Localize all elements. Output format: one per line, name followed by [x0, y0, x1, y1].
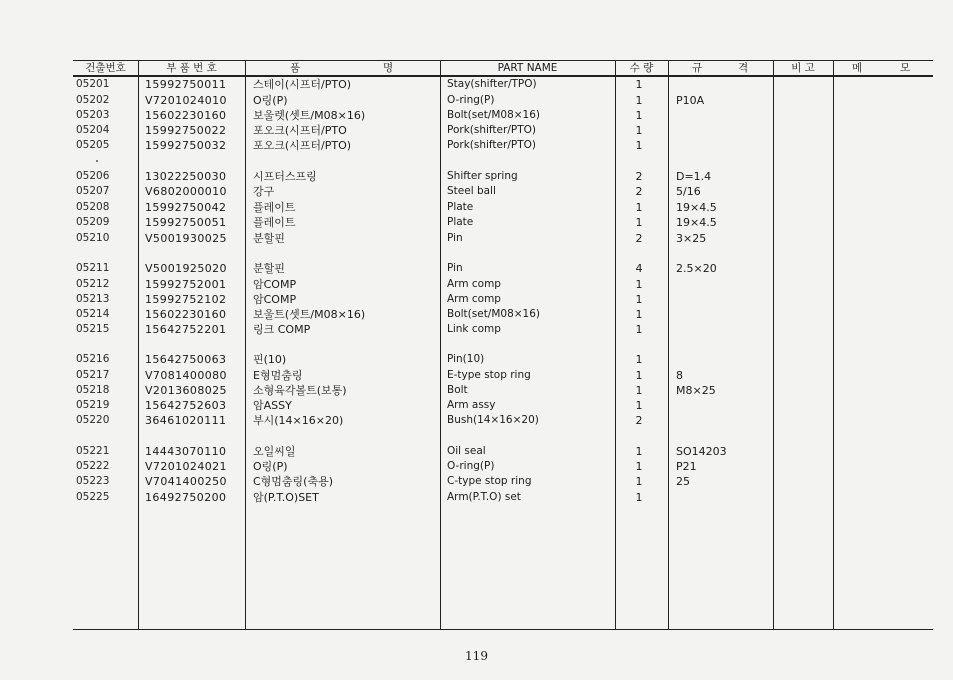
table-row: [0, 413, 953, 428]
illustration-no: 05220: [76, 414, 110, 426]
header-memo-2: 모: [900, 62, 911, 74]
quantity: 2: [635, 170, 643, 183]
korean-name: 암COMP: [253, 278, 297, 291]
specification: 3×25: [676, 232, 707, 245]
korean-name: C형멈춤링(축용): [253, 475, 334, 488]
illustration-no: 05219: [76, 399, 110, 411]
page-number: 119: [465, 649, 488, 663]
korean-name: 분할핀: [253, 262, 285, 275]
part-number: V2013608025: [145, 384, 227, 397]
part-name: Arm assy: [447, 399, 496, 411]
part-name: Pork(shifter/PTO): [447, 124, 536, 136]
specification: D=1.4: [676, 170, 712, 183]
part-name: Pin: [447, 232, 463, 244]
quantity: 1: [635, 460, 643, 473]
illustration-no: 05210: [76, 232, 110, 244]
header-name-kr-1: 품: [290, 62, 301, 74]
part-name: Bolt(set/M08×16): [447, 308, 541, 320]
header-remark: 비 고: [791, 62, 815, 74]
part-number: V7201024010: [145, 94, 227, 107]
korean-name: 포오크(시프터/PTO): [253, 139, 352, 152]
table-row: [0, 93, 953, 108]
part-name: O-ring(P): [447, 94, 495, 106]
part-number: V5001930025: [145, 232, 227, 245]
part-name: Arm comp: [447, 293, 501, 305]
part-number: 15602230160: [145, 308, 227, 321]
korean-name: 포오크(시프터/PTO: [253, 124, 347, 137]
korean-name: 오일씨일: [253, 445, 296, 458]
illustration-no: 05215: [76, 323, 110, 335]
quantity: 2: [635, 414, 643, 427]
illustration-no: 05201: [76, 78, 110, 90]
header-part-no: 부 품 번 호: [166, 62, 217, 74]
table-row: [0, 444, 953, 459]
part-number: 15602230160: [145, 109, 227, 122]
quantity: 1: [635, 293, 643, 306]
specification: 2.5×20: [676, 262, 717, 275]
quantity: 1: [635, 369, 643, 382]
table-row: [0, 231, 953, 246]
part-name: Arm comp: [447, 278, 501, 290]
quantity: 1: [635, 278, 643, 291]
header-spec-1: 규: [692, 62, 703, 74]
quantity: 1: [635, 445, 643, 458]
part-number: 15992750051: [145, 216, 227, 229]
quantity: 1: [635, 201, 643, 214]
part-number: 15992750032: [145, 139, 227, 152]
part-number: 36461020111: [145, 414, 227, 427]
part-name: Link comp: [447, 323, 501, 335]
table-row: [0, 108, 953, 123]
table-row: [0, 169, 953, 184]
korean-name: E형멈춤링: [253, 369, 303, 382]
table-row: [0, 322, 953, 337]
korean-name: 플레이트: [253, 201, 296, 214]
quantity: 1: [635, 216, 643, 229]
header-memo-1: 메: [852, 62, 863, 74]
header-illustration-no: 건출번호: [85, 62, 126, 74]
table-row: [0, 383, 953, 398]
specification: P10A: [676, 94, 705, 107]
quantity: 1: [635, 353, 643, 366]
header-spec-2: 격: [738, 62, 749, 74]
part-number: 15992750011: [145, 78, 227, 91]
korean-name: 암COMP: [253, 293, 297, 306]
korean-name: 암ASSY: [253, 399, 292, 412]
table-row: [0, 277, 953, 292]
header-part-name: PART NAME: [497, 62, 558, 74]
part-number: V7201024021: [145, 460, 227, 473]
quantity: 1: [635, 124, 643, 137]
scan-speck: [96, 160, 98, 162]
illustration-no: 05209: [76, 216, 110, 228]
quantity: 1: [635, 109, 643, 122]
table-row: [0, 307, 953, 322]
specification: 25: [676, 475, 690, 488]
specification: 5/16: [676, 185, 701, 198]
part-number: 15642752201: [145, 323, 227, 336]
illustration-no: 05216: [76, 353, 110, 365]
part-number: 15992752102: [145, 293, 227, 306]
specification: 8: [676, 369, 683, 382]
specification: 19×4.5: [676, 216, 717, 229]
quantity: 2: [635, 185, 643, 198]
part-name: Bush(14×16×20): [447, 414, 539, 426]
part-number: V7081400080: [145, 369, 227, 382]
illustration-no: 05205: [76, 139, 110, 151]
table-bottom-rule: [73, 629, 933, 630]
illustration-no: 05208: [76, 201, 110, 213]
part-name: Oil seal: [447, 445, 486, 457]
part-name: Bolt(set/M08×16): [447, 109, 541, 121]
part-name: Pin: [447, 262, 463, 274]
korean-name: 핀(10): [253, 353, 287, 366]
illustration-no: 05202: [76, 94, 110, 106]
illustration-no: 05206: [76, 170, 110, 182]
illustration-no: 05221: [76, 445, 110, 457]
specification: P21: [676, 460, 697, 473]
illustration-no: 05217: [76, 369, 110, 381]
table-row: [0, 368, 953, 383]
illustration-no: 05211: [76, 262, 110, 274]
quantity: 1: [635, 94, 643, 107]
illustration-no: 05207: [76, 185, 110, 197]
table-row: [0, 138, 953, 153]
quantity: 1: [635, 475, 643, 488]
quantity: 1: [635, 139, 643, 152]
korean-name: 보울렛(셋트/M08×16): [253, 109, 366, 122]
part-name: Plate: [447, 201, 474, 213]
quantity: 2: [635, 232, 643, 245]
quantity: 1: [635, 384, 643, 397]
korean-name: 소형육각볼트(보통): [253, 384, 347, 397]
part-number: 14443070110: [145, 445, 227, 458]
table-row: [0, 474, 953, 489]
table-row: [0, 200, 953, 215]
part-name: O-ring(P): [447, 460, 495, 472]
part-name: Pork(shifter/PTO): [447, 139, 536, 151]
part-number: V6802000010: [145, 185, 227, 198]
korean-name: 분할핀: [253, 232, 285, 245]
part-name: Arm(P.T.O) set: [447, 491, 521, 503]
part-number: 15992750042: [145, 201, 227, 214]
illustration-no: 05212: [76, 278, 110, 290]
illustration-no: 05204: [76, 124, 110, 136]
table-row: [0, 292, 953, 307]
part-name: Pin(10): [447, 353, 485, 365]
table-row: [0, 459, 953, 474]
table-row: [0, 490, 953, 505]
table-row: [0, 215, 953, 230]
korean-name: 부시(14×16×20): [253, 414, 344, 427]
specification: SO14203: [676, 445, 727, 458]
header-name-kr-2: 명: [383, 62, 394, 74]
part-name: C-type stop ring: [447, 475, 532, 487]
header-quantity: 수 량: [629, 62, 654, 74]
part-name: Steel ball: [447, 185, 496, 197]
korean-name: O링(P): [253, 460, 288, 473]
quantity: 1: [635, 491, 643, 504]
part-name: Shifter spring: [447, 170, 518, 182]
table-row: [0, 398, 953, 413]
illustration-no: 05225: [76, 491, 110, 503]
part-number: 15642750063: [145, 353, 227, 366]
part-number: 16492750200: [145, 491, 227, 504]
korean-name: O링(P): [253, 94, 288, 107]
part-number: 15992752001: [145, 278, 227, 291]
table-row: [0, 77, 953, 92]
table-row: [0, 184, 953, 199]
part-number: 15992750022: [145, 124, 227, 137]
part-name: Plate: [447, 216, 474, 228]
korean-name: 보울트(셋트/M08×16): [253, 308, 366, 321]
quantity: 1: [635, 323, 643, 336]
illustration-no: 05203: [76, 109, 110, 121]
table-top-rule: [73, 60, 933, 61]
quantity: 4: [635, 262, 643, 275]
part-number: V7041400250: [145, 475, 227, 488]
quantity: 1: [635, 399, 643, 412]
korean-name: 강구: [253, 185, 275, 198]
part-number: V5001925020: [145, 262, 227, 275]
illustration-no: 05218: [76, 384, 110, 396]
part-number: 13022250030: [145, 170, 227, 183]
illustration-no: 05222: [76, 460, 110, 472]
specification: M8×25: [676, 384, 716, 397]
table-row: [0, 123, 953, 138]
part-number: 15642752603: [145, 399, 227, 412]
table-row: [0, 261, 953, 276]
illustration-no: 05214: [76, 308, 110, 320]
part-name: E-type stop ring: [447, 369, 531, 381]
table-row: [0, 352, 953, 367]
korean-name: 플레이트: [253, 216, 296, 229]
quantity: 1: [635, 308, 643, 321]
korean-name: 암(P.T.O)SET: [253, 491, 319, 504]
korean-name: 스테이(시프터/PTO): [253, 78, 352, 91]
specification: 19×4.5: [676, 201, 717, 214]
part-name: Bolt: [447, 384, 468, 396]
korean-name: 시프터스프링: [253, 170, 317, 183]
quantity: 1: [635, 78, 643, 91]
illustration-no: 05213: [76, 293, 110, 305]
illustration-no: 05223: [76, 475, 110, 487]
korean-name: 링크 COMP: [253, 323, 311, 336]
part-name: Stay(shifter/TPO): [447, 78, 537, 90]
